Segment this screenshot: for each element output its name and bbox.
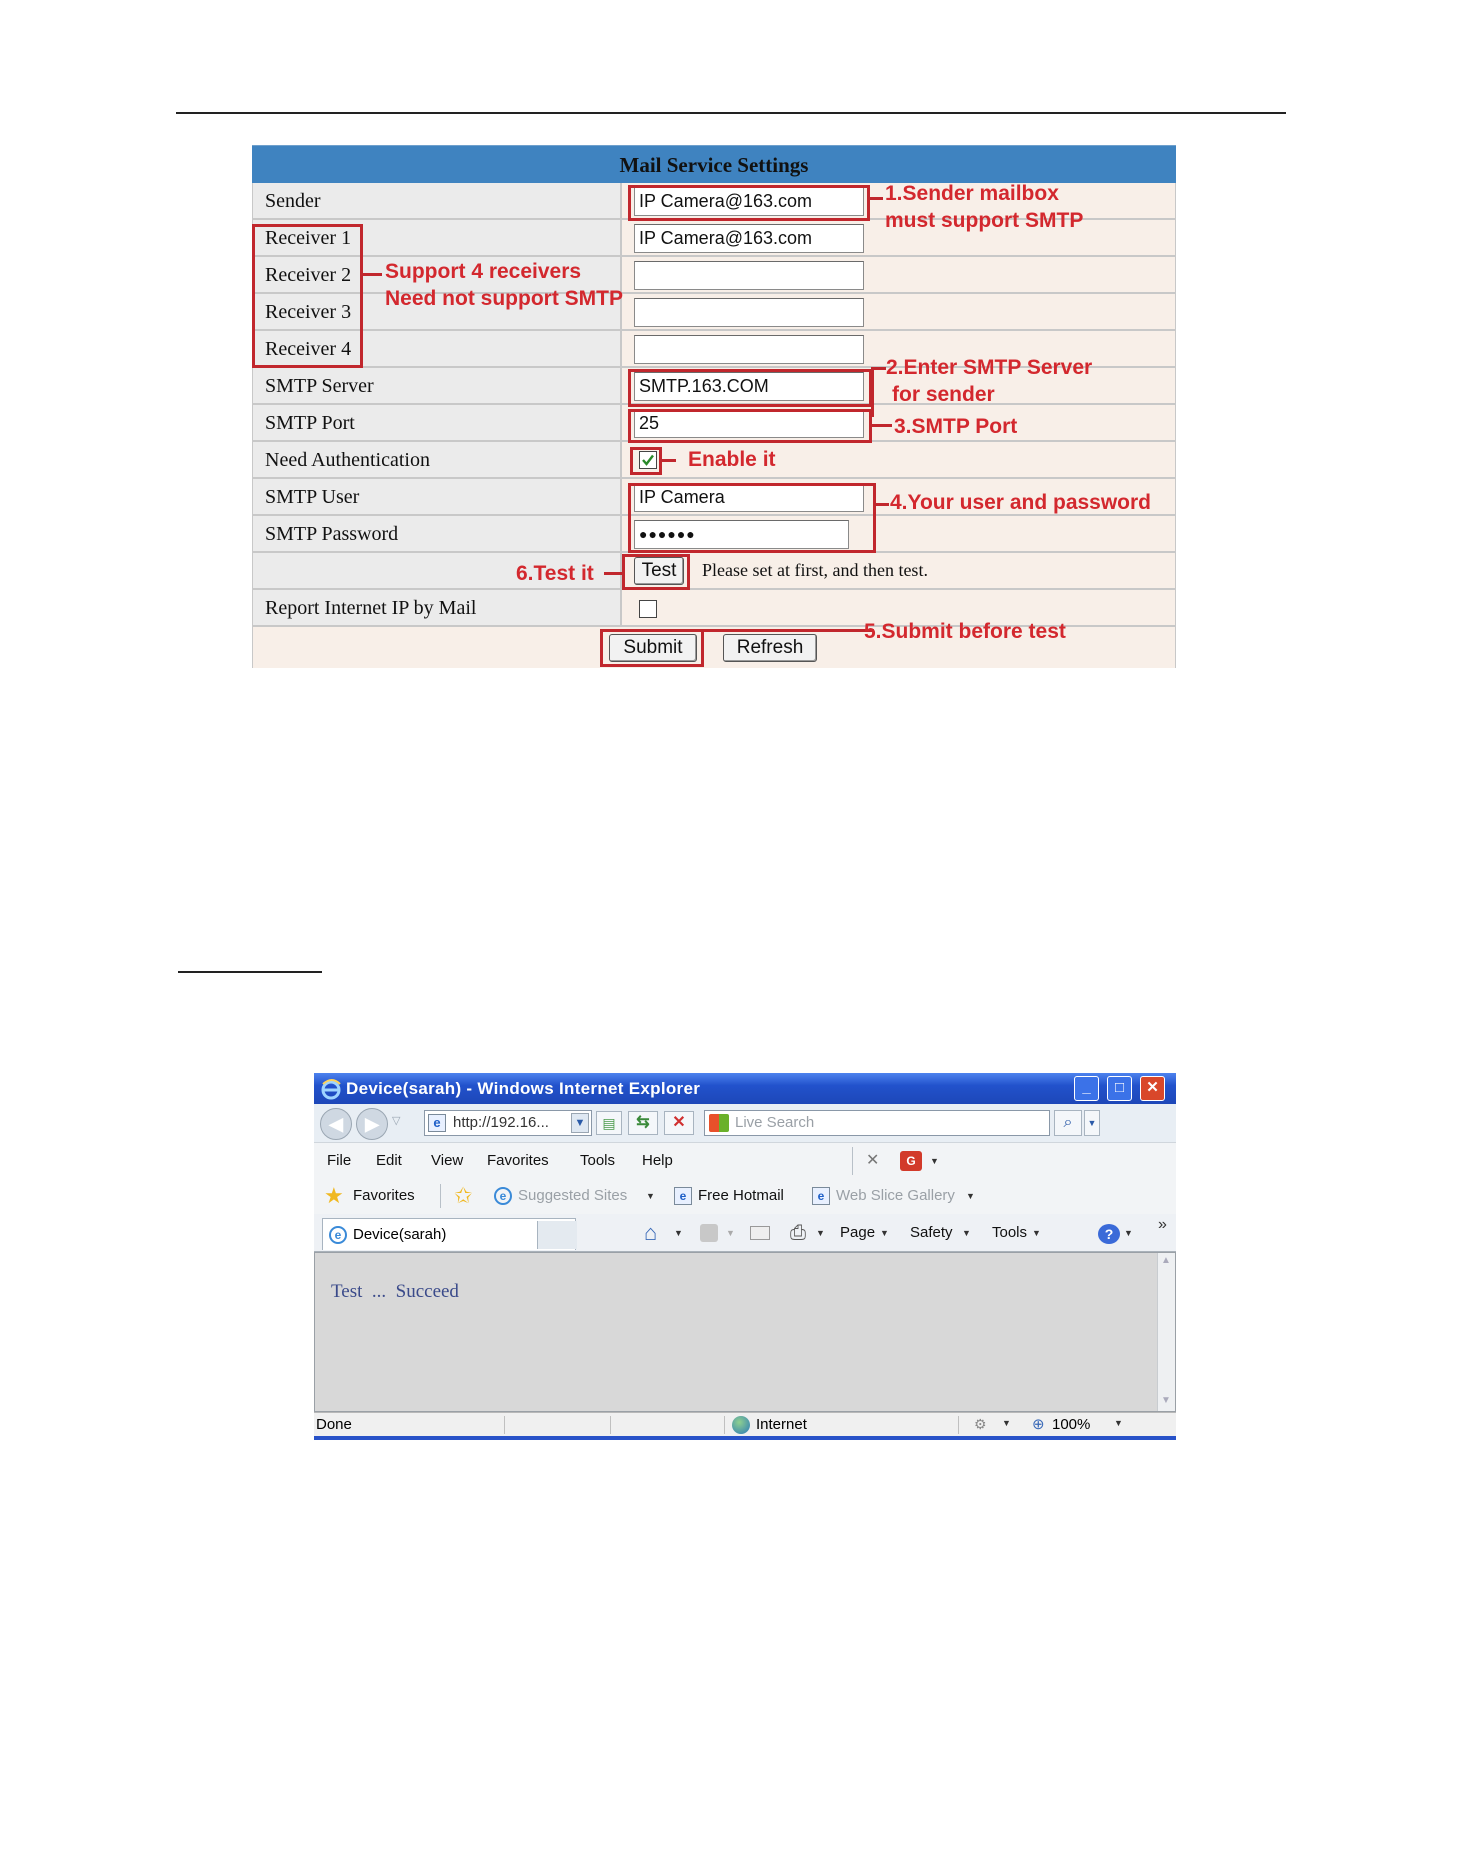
smtp-server-input[interactable]: SMTP.163.COM: [634, 372, 864, 401]
menu-divider: [852, 1147, 853, 1175]
menu-edit[interactable]: Edit: [376, 1152, 402, 1169]
smtp-port-label: SMTP Port: [265, 412, 355, 434]
refresh-icon[interactable]: ⇆: [628, 1111, 658, 1135]
feeds-dropdown-icon: ▼: [726, 1228, 735, 1238]
annotation-sender-line2: must support SMTP: [885, 209, 1084, 232]
new-tab-button[interactable]: [537, 1221, 577, 1249]
print-dropdown-icon[interactable]: ▼: [816, 1228, 825, 1238]
protected-mode-dropdown-icon[interactable]: ▼: [1002, 1418, 1011, 1428]
test-result-text: Test ... Succeed: [331, 1281, 459, 1302]
web-slice-dropdown-icon[interactable]: ▼: [966, 1191, 975, 1201]
annotation-test: 6.Test it: [516, 562, 594, 585]
submit-callout-line: [704, 629, 874, 632]
home-dropdown-icon[interactable]: ▼: [674, 1228, 683, 1238]
suggested-sites-ie-icon: e: [494, 1187, 512, 1205]
help-icon[interactable]: ?: [1098, 1224, 1120, 1244]
smtp-port-highlight-box: [628, 409, 872, 443]
tab-command-bar: [314, 1214, 1176, 1252]
smtp-server-callout-tick: [872, 367, 886, 370]
test-hint-text: Please set at first, and then test.: [702, 560, 928, 580]
sender-highlight-box: [628, 185, 870, 221]
safety-dropdown-icon[interactable]: ▼: [962, 1228, 971, 1238]
section-short-rule: [178, 971, 322, 973]
add-favorite-icon[interactable]: ✩: [454, 1183, 473, 1208]
stop-icon[interactable]: ✕: [664, 1111, 694, 1135]
menu-file[interactable]: File: [327, 1152, 352, 1169]
test-callout-line: [604, 572, 624, 575]
page-menu[interactable]: Page: [840, 1224, 876, 1241]
tab-title: Device(sarah): [353, 1226, 447, 1243]
smtp-user-label: SMTP User: [265, 486, 360, 508]
compatibility-icon[interactable]: ▤: [596, 1111, 622, 1135]
smtp-port-callout-line: [872, 424, 892, 427]
page-top-rule: [176, 112, 1286, 114]
sender-input[interactable]: IP Camera@163.com: [634, 187, 864, 216]
receivers-callout-line: [362, 273, 382, 276]
annotation-server-line1: 2.Enter SMTP Server: [886, 356, 1093, 379]
feeds-icon[interactable]: [700, 1224, 718, 1242]
test-button[interactable]: Test: [634, 557, 684, 585]
address-dropdown-icon[interactable]: ▼: [571, 1113, 589, 1133]
receiver-1-label: Receiver 1: [265, 227, 352, 249]
menu-bar: [314, 1142, 1176, 1178]
window-title: Device(sarah) - Windows Internet Explorer: [346, 1079, 701, 1098]
suggested-sites-dropdown-icon[interactable]: ▼: [646, 1191, 655, 1201]
vertical-scrollbar[interactable]: [1157, 1253, 1175, 1411]
tab-device-sarah[interactable]: [322, 1218, 576, 1250]
smtp-server-highlight-box: [628, 369, 872, 407]
more-commands-chevron-icon[interactable]: »: [1158, 1216, 1167, 1233]
status-divider-3: [724, 1416, 725, 1434]
sender-label: Sender: [265, 190, 321, 212]
web-slice-gallery-link[interactable]: Web Slice Gallery: [836, 1187, 955, 1204]
user-pass-callout-line: [875, 503, 889, 506]
search-options-icon[interactable]: ▼: [1084, 1110, 1100, 1136]
tools-dropdown-icon[interactable]: ▼: [1032, 1228, 1041, 1238]
forward-icon[interactable]: ▶: [356, 1108, 388, 1140]
tools-menu[interactable]: Tools: [992, 1224, 1028, 1241]
navigation-bar: [314, 1104, 1176, 1142]
minimize-icon[interactable]: _: [1074, 1076, 1099, 1101]
zoom-level[interactable]: 100%: [1052, 1416, 1091, 1433]
status-divider-4: [958, 1416, 959, 1434]
menu-help[interactable]: Help: [642, 1152, 673, 1169]
tab-ie-icon: e: [329, 1226, 347, 1244]
sender-callout-line: [869, 197, 883, 200]
auth-callout-line: [662, 459, 676, 462]
test-highlight-box: [622, 554, 690, 590]
free-hotmail-link[interactable]: Free Hotmail: [698, 1187, 784, 1204]
close-toolbar-icon[interactable]: ✕: [866, 1152, 880, 1169]
address-bar: [424, 1110, 592, 1136]
test-row: [252, 553, 1176, 590]
favorites-star-icon[interactable]: ★: [324, 1183, 344, 1208]
report-ip-checkbox[interactable]: [639, 600, 657, 618]
user-pass-highlight-box: [628, 483, 876, 553]
annotation-receivers-line1: Support 4 receivers: [385, 260, 582, 283]
history-dropdown-icon[interactable]: ▽: [392, 1115, 401, 1127]
annotation-receivers-line2: Need not support SMTP: [385, 287, 623, 310]
suggested-sites-link[interactable]: Suggested Sites: [518, 1187, 628, 1204]
internet-globe-icon: [732, 1416, 750, 1434]
receiver-4-label: Receiver 4: [265, 338, 352, 360]
search-icon[interactable]: ⌕: [1054, 1110, 1082, 1136]
annotation-submit: 5.Submit before test: [864, 620, 1066, 643]
receiver-3-input[interactable]: [634, 298, 864, 327]
ie-browser-window: [314, 1073, 1176, 1440]
report-ip-label: Report Internet IP by Mail: [265, 597, 477, 619]
submit-highlight-box: [600, 629, 704, 667]
page-content: [314, 1252, 1176, 1412]
submit-button[interactable]: Submit: [609, 634, 697, 662]
receivers-highlight-box: [252, 224, 363, 368]
window-titlebar: [314, 1073, 1176, 1104]
refresh-button[interactable]: Refresh: [723, 634, 817, 662]
back-icon[interactable]: ◀: [320, 1108, 352, 1140]
annotation-user-pass: 4.Your user and password: [890, 491, 1152, 514]
status-zone-text: Internet: [756, 1416, 807, 1433]
smtp-port-input[interactable]: 25: [634, 409, 864, 438]
annotation-port: 3.SMTP Port: [894, 415, 1018, 438]
window-bottom-border: [314, 1436, 1176, 1440]
print-icon[interactable]: ⎙: [790, 1222, 806, 1244]
search-box: [704, 1110, 1050, 1136]
read-mail-icon[interactable]: [750, 1226, 770, 1240]
status-divider-1: [504, 1416, 505, 1434]
close-icon[interactable]: ✕: [1140, 1076, 1165, 1101]
live-search-logo-icon: [709, 1114, 729, 1132]
address-input[interactable]: http://192.16...: [453, 1114, 549, 1131]
page-dropdown-icon[interactable]: ▼: [880, 1228, 889, 1238]
annotation-sender-line1: 1.Sender mailbox: [885, 182, 1059, 205]
receiver-1-input[interactable]: IP Camera@163.com: [634, 224, 864, 253]
panel-title: Mail Service Settings: [252, 145, 1176, 183]
scroll-down-icon[interactable]: ▼: [1161, 1395, 1171, 1406]
annotation-enable: Enable it: [688, 448, 776, 471]
smtp-user-input[interactable]: IP Camera: [634, 483, 864, 512]
search-input[interactable]: Live Search: [735, 1114, 815, 1131]
receiver-3-label: Receiver 3: [265, 301, 352, 323]
web-slice-icon: e: [812, 1187, 830, 1205]
free-hotmail-icon: e: [674, 1187, 692, 1205]
favorites-button[interactable]: Favorites: [353, 1187, 415, 1204]
status-bar: [314, 1412, 1176, 1436]
receiver-4-input[interactable]: [634, 335, 864, 364]
receiver-2-label: Receiver 2: [265, 264, 352, 286]
scroll-up-icon[interactable]: ▲: [1161, 1255, 1171, 1266]
menu-tools[interactable]: Tools: [580, 1152, 616, 1169]
protected-mode-icon[interactable]: ⚙: [974, 1416, 987, 1432]
smtp-server-label: SMTP Server: [265, 375, 374, 397]
smtp-password-label: SMTP Password: [265, 523, 399, 545]
help-dropdown-icon[interactable]: ▼: [1124, 1228, 1133, 1238]
zoom-dropdown-icon[interactable]: ▼: [1114, 1418, 1123, 1428]
safety-menu[interactable]: Safety: [910, 1224, 953, 1241]
menu-view[interactable]: View: [431, 1152, 464, 1169]
translate-dropdown-icon[interactable]: ▼: [930, 1156, 939, 1166]
maximize-icon[interactable]: □: [1107, 1076, 1132, 1101]
favorites-bar: [314, 1178, 1176, 1214]
need-auth-label: Need Authentication: [265, 449, 430, 471]
mail-service-settings-panel: [252, 145, 1176, 668]
home-icon[interactable]: ⌂: [644, 1220, 658, 1245]
ie-logo-icon: [320, 1078, 342, 1100]
smtp-password-input[interactable]: ●●●●●●: [634, 520, 849, 549]
annotation-server-line2: for sender: [892, 383, 995, 406]
auth-checkbox-highlight-box: [630, 447, 662, 475]
favbar-divider: [440, 1184, 441, 1208]
page-icon: e: [428, 1114, 446, 1132]
menu-favorites[interactable]: Favorites: [487, 1152, 549, 1169]
receiver-2-input[interactable]: [634, 261, 864, 290]
zoom-icon[interactable]: ⊕: [1032, 1416, 1045, 1433]
status-done-text: Done: [316, 1416, 352, 1433]
translate-icon[interactable]: G: [900, 1151, 922, 1171]
status-divider-2: [610, 1416, 611, 1434]
